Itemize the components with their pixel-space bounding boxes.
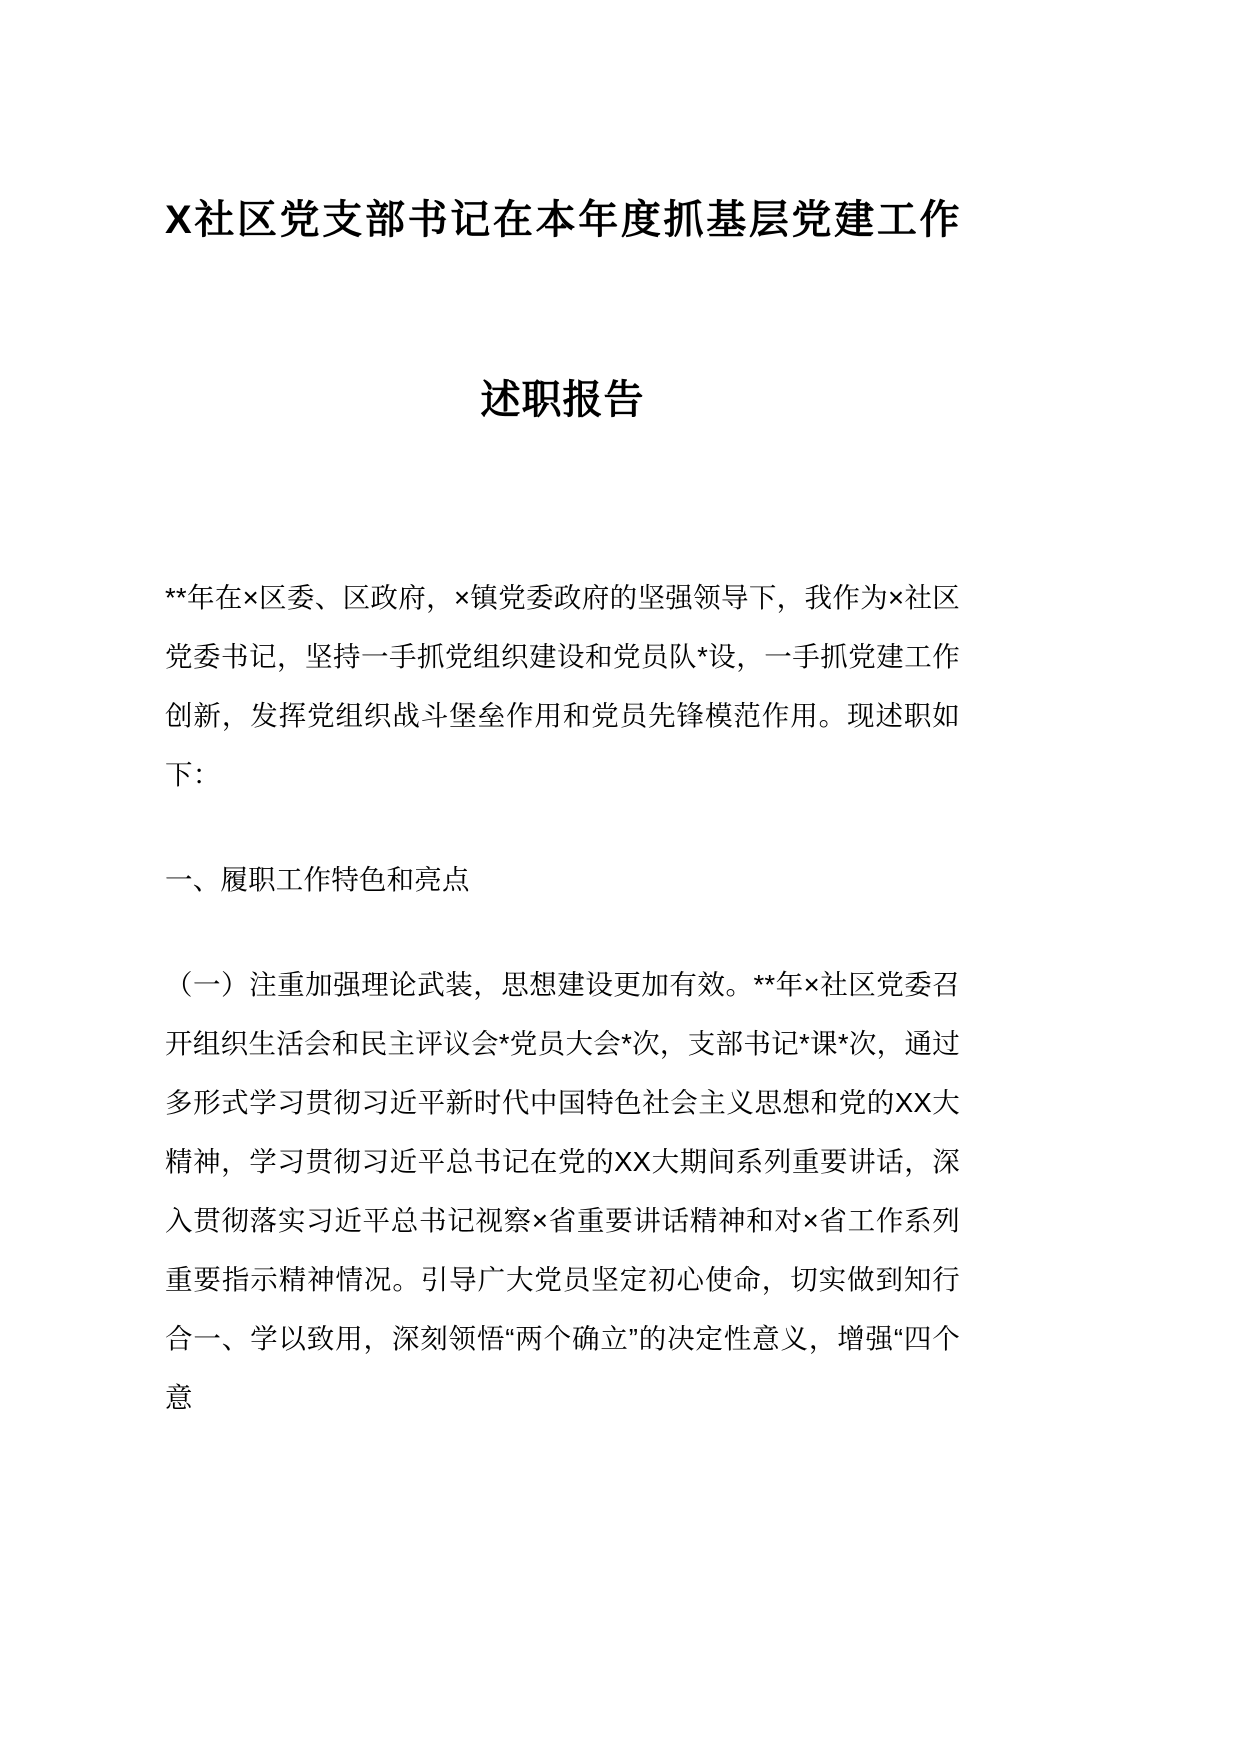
document-content bbox=[165, 0, 960, 1427]
document-body bbox=[165, 420, 960, 1427]
section-heading-one: 一、履职工作特色和亮点 bbox=[165, 864, 470, 895]
document-title-line-1: X社区党支部书记在本年度抓基层党建工作 bbox=[165, 198, 960, 242]
document-title-line-2: 述职报告 bbox=[480, 378, 645, 422]
paragraph-intro: **年在×区委、区政府，×镇党委政府的坚强领导下，我作为×社区党委书记，坚持一手抓党组织建设和党员队*设，一手抓党建工作创新，发挥党组织战斗堡垒作用和党员先锋模范作用。现述职如下： bbox=[165, 582, 960, 790]
paragraph-subsection-one: （一）注重加强理论武装，思想建设更加有效。**年×社区党委召开组织生活会和民主评议会*党员大会*次，支部书记*课*次，通过多形式学习贯彻习近平新时代中国特色社会主义思想和党的XX大精神，学习贯彻习近平总书记在党的XX大期间系列重要讲话，深入贯彻落实习近平总书记视察×省重要讲话精神和对×省工作系列重要指示精神情况。引导广大党员坚定初心使命，切实做到知行合一、学以致用，深刻领悟“两个确立”的决定性意义，增强“四个意 bbox=[165, 969, 960, 1413]
